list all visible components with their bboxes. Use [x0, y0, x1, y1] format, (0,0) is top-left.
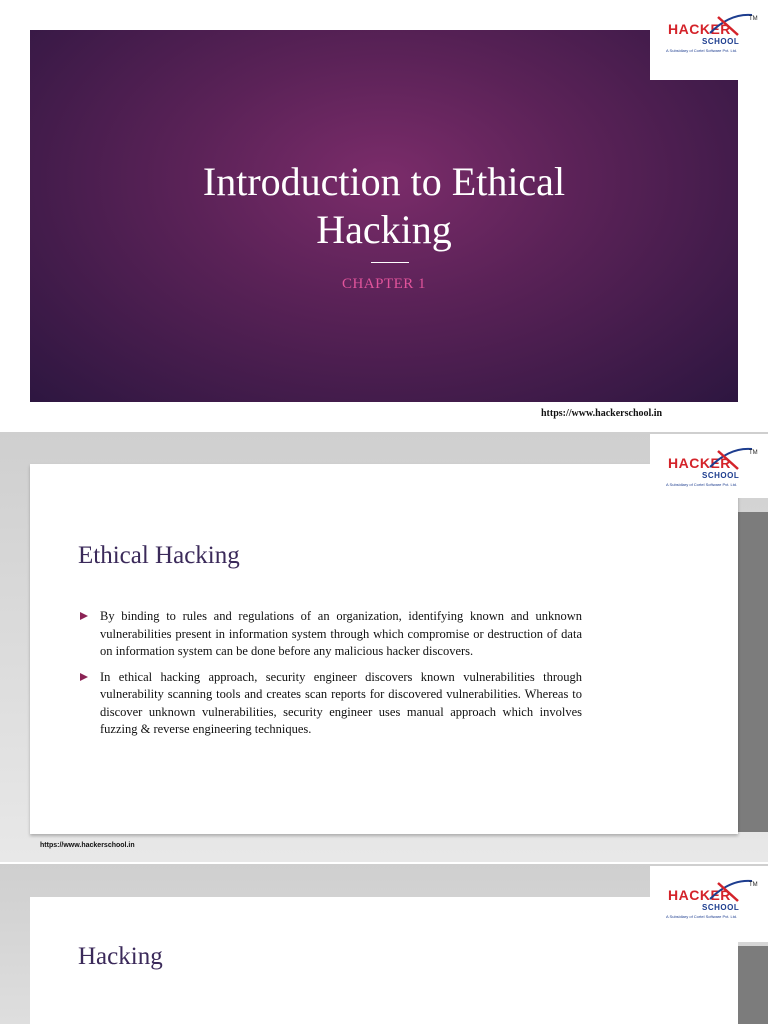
bullet-text: In ethical hacking approach, security engineer discovers known vulnerabilities through vulnerability scanning tools and creates scan reports for discovered vulnerabilities. Whereas to discover unknown vulnerabilities, security engineer uses manual approach which involves fuzzing & reverse engineering techniques. [100, 669, 582, 736]
content-card [30, 897, 738, 1024]
title-line-1: Introduction to Ethical [202, 159, 566, 204]
hackerschool-logo [650, 866, 768, 942]
logo-trademark: TM [749, 16, 758, 22]
hackerschool-logo [650, 434, 768, 498]
bullet-list [78, 608, 582, 747]
logo-tagline: A Subsidiary of Cortel Software Pvt. Ltd. [666, 482, 738, 487]
logo-trademark: TM [749, 450, 758, 456]
slide-title [0, 0, 768, 430]
footer-url[interactable]: https://www.hackerschool.in [541, 408, 663, 419]
footer-url[interactable]: https://www.hackerschool.in [40, 842, 135, 849]
logo-brand-main: HACKER [668, 455, 731, 471]
logo-brand-sub: SCHOOL [702, 903, 740, 912]
triangle-bullet-icon [80, 612, 88, 620]
hackerschool-logo [650, 0, 768, 80]
slide-ethical-hacking [0, 432, 768, 862]
bullet-text: By binding to rules and regulations of an organization, identifying known and unknown vulnerabilities present in information system through which compromise or destruction of data on information system can be done before any malicious hacker discovers. [100, 609, 582, 658]
logo-swoosh-icon [708, 11, 754, 37]
logo-tagline: A Subsidiary of Cortel Software Pvt. Ltd. [666, 48, 738, 53]
logo-brand-sub: SCHOOL [702, 471, 740, 480]
list-item [78, 608, 582, 661]
list-item [78, 669, 582, 739]
title-line-2: Hacking [316, 207, 452, 252]
logo-trademark: TM [749, 882, 758, 888]
slide-title-text [30, 158, 738, 254]
slide-hacking [0, 864, 768, 1024]
logo-swoosh-icon [708, 445, 754, 471]
title-panel [30, 30, 738, 402]
logo-swoosh-icon [708, 877, 754, 903]
logo-tagline: A Subsidiary of Cortel Software Pvt. Ltd. [666, 914, 738, 919]
side-accent-bar [738, 946, 768, 1024]
chapter-subtitle: CHAPTER 1 [341, 276, 427, 292]
logo-brand-main: HACKER [668, 21, 731, 37]
logo-brand-main: HACKER [668, 887, 731, 903]
logo-brand-sub: SCHOOL [702, 37, 740, 46]
slide-heading: Ethical Hacking [78, 542, 240, 569]
slide-heading: Hacking [78, 943, 163, 970]
content-card [30, 464, 738, 834]
triangle-bullet-icon [80, 673, 88, 681]
side-accent-bar [738, 512, 768, 832]
title-divider [371, 262, 409, 263]
